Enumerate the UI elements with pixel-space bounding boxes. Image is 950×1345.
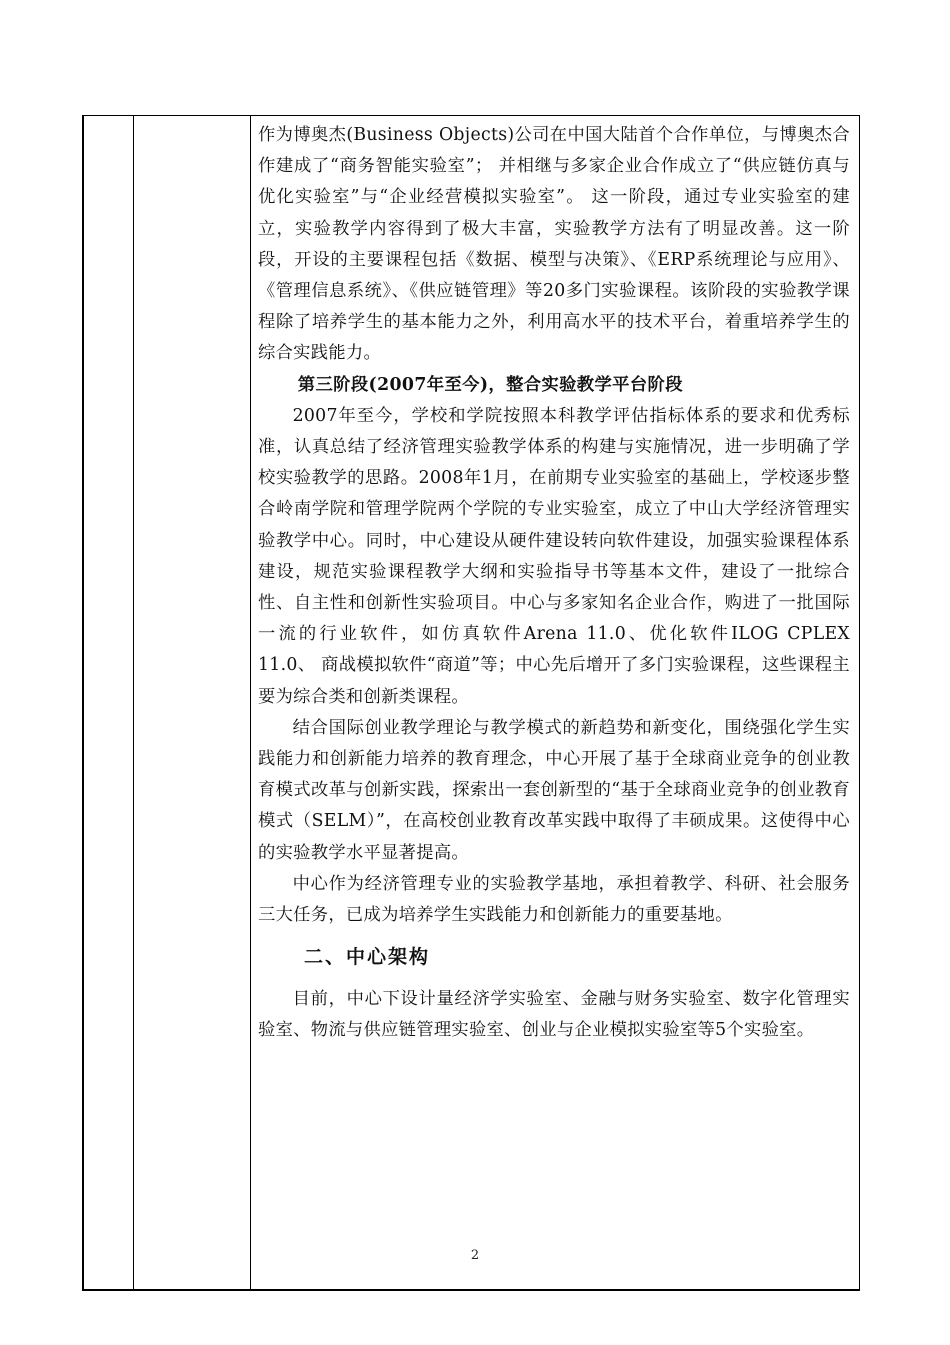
page-number: 2 (470, 1248, 480, 1263)
table-column-divider-2 (250, 116, 251, 1289)
content-cell (258, 120, 850, 1047)
stage3-paragraph-2: 结合国际创业教学理论与教学模式的新趋势和新变化，围绕强化学生实践能力和创新能力培养的教育理念，中心开展了基于全球商业竞争的创业教育模式改革与创新实践，探索出一套创新型的“基于全球商业竞争的创业教育模式（SELM）”，在高校创业教育改革实践中取得了丰硕成果。这使得中心的实验教学水平显著提高。 (258, 717, 850, 863)
stage3-heading: 第三阶段(2007年至今)，整合实验教学平台阶段 (297, 374, 683, 395)
table-column-divider-1 (133, 116, 134, 1289)
paragraph-continued: 作为博奥杰(Business Objects)公司在中国大陆首个合作单位，与博奥杰合作建成了“商务智能实验室”； 并相继与多家企业合作成立了“供应链仿真与优化实验室”与“企业经营模拟实验室”。 这一阶段，通过专业实验室的建立，实验教学内容得到了极大丰富，实验教学方法有了明显改善。这一阶段，开设的主要课程包括《数据、模型与决策》、《ERP系统理论与应用》、《管理信息系统》、《供应链管理》等20多门实验课程。该阶段的实验教学课程除了培养学生的基本能力之外，利用高水平的技术平台，着重培养学生的综合实践能力。 (258, 125, 850, 364)
stage3-paragraph-1: 2007年至今，学校和学院按照本科教学评估指标体系的要求和优秀标准，认真总结了经济管理实验教学体系的构建与实施情况，进一步明确了学校实验教学的思路。2008年1月，在前期专业实验室的基础上，学校逐步整合岭南学院和管理学院两个学院的专业实验室，成立了中山大学经济管理实验教学中心。同时，中心建设从硬件建设转向软件建设，加强实验课程体系建设，规范实验课程教学大纲和实验指导书等基本文件，建设了一批综合性、自主性和创新性实验项目。中心与多家知名企业合作，购进了一批国际一流的行业软件，如仿真软件Arena 11.0、优化软件ILOG CPLEX 11.0、 商战模拟软件“商道”等；中心先后增开了多门实验课程，这些课程主要为综合类和创新类课程。 (258, 405, 850, 707)
section2-paragraph: 目前，中心下设计量经济学实验室、金融与财务实验室、数字化管理实验室、物流与供应链管理实验室、创业与企业模拟实验室等5个实验室。 (258, 989, 850, 1041)
section2-heading: 二、中心架构 (304, 946, 431, 969)
stage3-paragraph-3: 中心作为经济管理专业的实验教学基地，承担着教学、科研、社会服务三大任务，已成为培养学生实践能力和创新能力的重要基地。 (258, 873, 850, 926)
